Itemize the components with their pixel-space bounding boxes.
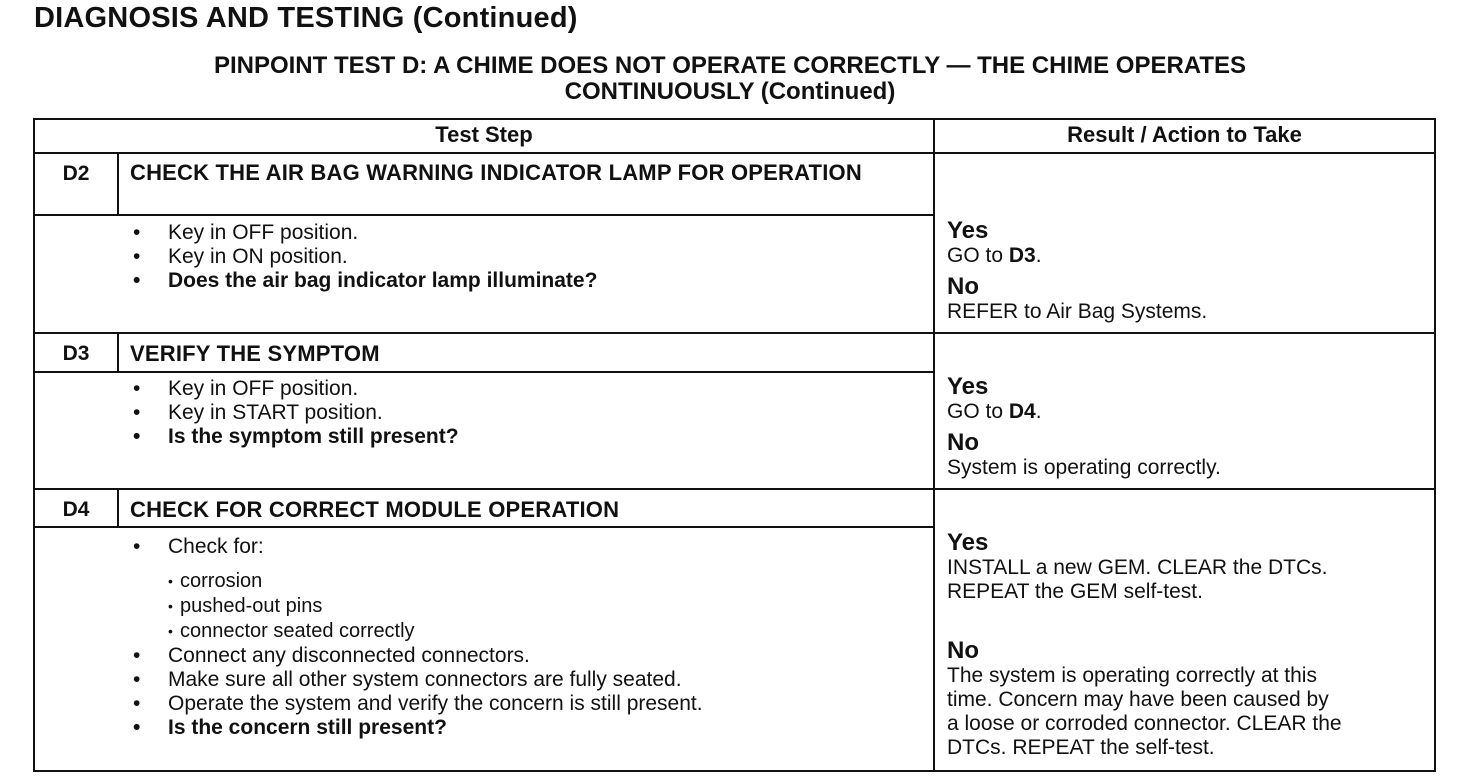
no-action-line: time. Concern may have been caused by xyxy=(947,688,1329,711)
yes-action-text: GO to xyxy=(947,400,1004,423)
test-title-line-1: PINPOINT TEST D: A CHIME DOES NOT OPERATE CORRECTLY — THE CHIME OPERATES xyxy=(213,52,1247,79)
instruction-item: • Connect any disconnected connectors. xyxy=(130,644,703,668)
no-action: System is operating correctly. xyxy=(947,456,1221,479)
instruction-question: • Is the symptom still present? xyxy=(130,425,459,449)
check-item: • corrosion xyxy=(168,569,703,594)
result-d3 xyxy=(947,374,1437,480)
no-label: No xyxy=(947,429,979,456)
test-title-line-2: CONTINUOUSLY (Continued) xyxy=(564,78,896,105)
yes-action: GO to D4. xyxy=(947,400,1042,423)
step-title-divider xyxy=(35,371,933,373)
yes-action: GO to D3. xyxy=(947,244,1042,267)
no-label: No xyxy=(947,273,979,300)
step-instructions-d2 xyxy=(130,221,597,293)
instruction-item: • Key in ON position. xyxy=(130,245,597,269)
step-title-d4: CHECK FOR CORRECT MODULE OPERATION xyxy=(130,497,620,522)
step-title-divider xyxy=(35,526,933,528)
column-divider xyxy=(933,120,935,770)
no-action-line: a loose or corroded connector. CLEAR the xyxy=(947,712,1342,735)
yes-label: Yes xyxy=(947,373,989,400)
yes-action-text: GO to xyxy=(947,244,1004,267)
step-row-divider xyxy=(35,332,1434,334)
no-action-line: DTCs. REPEAT the self-test. xyxy=(947,736,1215,759)
step-instructions-d4 xyxy=(130,535,703,740)
instruction-item: • Key in OFF position. xyxy=(130,377,459,401)
header-test-step: Test Step xyxy=(435,122,533,147)
yes-action-line: REPEAT the GEM self-test. xyxy=(947,580,1203,603)
step-row-divider xyxy=(35,488,1434,490)
result-d4 xyxy=(947,530,1437,760)
no-action-line: The system is operating correctly at this xyxy=(947,664,1317,687)
no-action: REFER to Air Bag Systems. xyxy=(947,300,1208,323)
page-title: DIAGNOSIS AND TESTING (Continued) xyxy=(34,2,578,34)
step-id-d2: D2 xyxy=(62,162,90,185)
instruction-item: • Operate the system and verify the concern is still present. xyxy=(130,692,703,716)
header-divider xyxy=(35,152,1434,154)
result-d2 xyxy=(947,218,1437,324)
yes-action-line: INSTALL a new GEM. CLEAR the DTCs. xyxy=(947,556,1328,579)
instruction-item: • Make sure all other system connectors are fully seated. xyxy=(130,668,703,692)
instruction-question: • Is the concern still present? xyxy=(130,716,703,740)
test-title xyxy=(80,53,1380,105)
instruction-item: • Key in OFF position. xyxy=(130,221,597,245)
yes-label: Yes xyxy=(947,529,989,556)
step-id-d3: D3 xyxy=(62,342,90,365)
header-result: Result / Action to Take xyxy=(1067,122,1302,147)
step-id-divider xyxy=(117,154,119,216)
check-list xyxy=(168,569,703,644)
step-id-d4: D4 xyxy=(62,498,90,521)
yes-label: Yes xyxy=(947,217,989,244)
instruction-text: Check for: xyxy=(168,535,264,558)
step-id-divider xyxy=(117,334,119,372)
instruction-item: • Key in START position. xyxy=(130,401,459,425)
check-item: • pushed-out pins xyxy=(168,594,703,619)
no-label: No xyxy=(947,637,979,664)
yes-target-step: D3 xyxy=(1008,244,1036,267)
instruction-question: • Does the air bag indicator lamp illuminate? xyxy=(130,269,597,293)
pinpoint-test-table xyxy=(33,118,1436,772)
check-item: • connector seated correctly xyxy=(168,619,703,644)
yes-target-step: D4 xyxy=(1008,400,1036,423)
step-title-d2: CHECK THE AIR BAG WARNING INDICATOR LAMP FOR OPERATION xyxy=(130,160,862,185)
step-id-divider xyxy=(117,490,119,528)
step-title-d3: VERIFY THE SYMPTOM xyxy=(130,341,380,366)
step-title-divider xyxy=(35,214,933,216)
step-instructions-d3 xyxy=(130,377,459,449)
instruction-item xyxy=(130,535,703,644)
